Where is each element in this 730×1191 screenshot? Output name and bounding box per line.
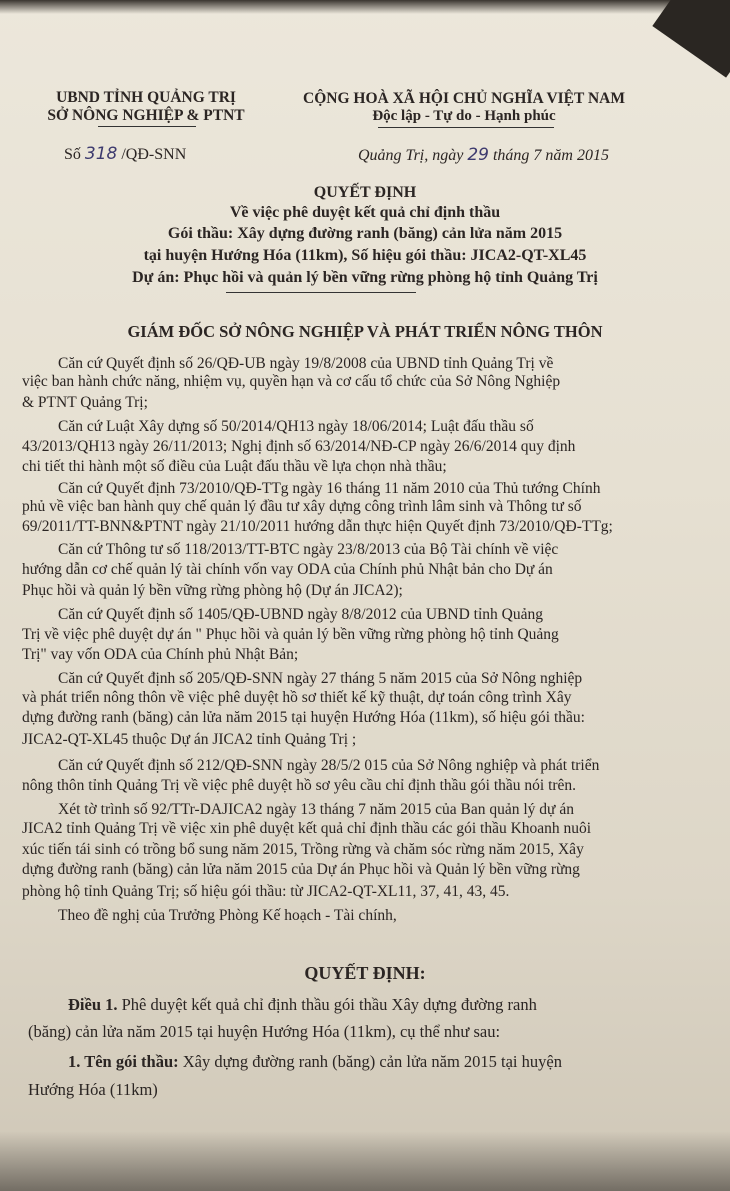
body-line: và phát triển nông thôn về việc phê duyệt hồ sơ thiết kế kỹ thuật, dự toán công trình Xây — [22, 689, 572, 706]
doc-number — [64, 145, 186, 164]
doc-number-prefix: Số — [64, 146, 81, 163]
date-day-handwritten: 29 — [467, 145, 489, 165]
title-line-2: Gói thầu: Xây dựng đường ranh (băng) cản lửa năm 2015 — [167, 225, 563, 242]
body-line: Căn cứ Luật Xây dựng số 50/2014/QH13 ngày 18/06/2014; Luật đấu thầu số — [58, 418, 534, 435]
body-line: Căn cứ Quyết định số 205/QĐ-SNN ngày 27 tháng 5 năm 2015 của Sở Nông nghiệp — [58, 670, 583, 687]
item-1-label: 1. Tên gói thầu: — [68, 1052, 179, 1071]
body-line: chi tiết thi hành một số điều của Luật đấu thầu về lựa chọn nhà thầu; — [22, 458, 447, 475]
doc-number-suffix: /QĐ-SNN — [121, 146, 187, 163]
item-1-text: Xây dựng đường ranh (băng) cản lửa năm 2015 tại huyện — [182, 1052, 562, 1071]
body-line: dựng đường ranh (băng) cản lửa năm 2015 tại huyện Hướng Hóa (11km), số hiệu gói thầu: — [22, 709, 585, 726]
body-line: xúc tiến tái sinh có trồng bổ sung năm 2015, Trồng rừng và chăm sóc rừng năm 2015, Xây — [22, 841, 584, 858]
corner-shadow — [652, 0, 730, 78]
top-shadow — [0, 0, 730, 14]
body-line: JICA2 tỉnh Quảng Trị về việc xin phê duyệt kết quả chỉ định thầu các gói thầu Khoanh nuôi — [22, 820, 592, 837]
title-rule — [226, 292, 416, 293]
body-line: JICA2-QT-XL45 thuộc Dự án JICA2 tỉnh Quảng Trị ; — [22, 731, 357, 748]
title-line-3: tại huyện Hướng Hóa (11km), Số hiệu gói thầu: JICA2-QT-XL45 — [143, 247, 587, 264]
article-1-label: Điều 1. — [68, 995, 118, 1014]
body-line: 43/2013/QH13 ngày 26/11/2013; Nghị định số 63/2014/NĐ-CP ngày 26/6/2014 quy định — [22, 438, 576, 455]
body-line: phòng hộ tỉnh Quảng Trị; số hiệu gói thầu: từ JICA2-QT-XL11, 37, 41, 43, 45. — [22, 883, 510, 900]
date-prefix: Quảng Trị, ngày — [358, 147, 464, 164]
article-1-item-1 — [68, 1052, 562, 1071]
body-line: 69/2011/TT-BNN&PTNT ngày 21/10/2011 hướng dẫn thực hiện Quyết định 73/2010/QĐ-TTg; — [22, 518, 613, 535]
article-1-text: Phê duyệt kết quả chỉ định thầu gói thầu Xây dựng đường ranh — [121, 995, 537, 1014]
body-line: Trị về việc phê duyệt dự án " Phục hồi và quản lý bền vững rừng phòng hộ tỉnh Quảng — [22, 626, 559, 643]
body-line: Căn cứ Quyết định số 212/QĐ-SNN ngày 28/5/2 015 của Sở Nông nghiệp và phát triển — [58, 757, 600, 774]
authority-heading: GIÁM ĐỐC SỞ NÔNG NGHIỆP VÀ PHÁT TRIỂN NÔNG THÔN — [127, 322, 603, 341]
body-line: Phục hồi và quản lý bền vững rừng phòng hộ (Dự án JICA2); — [22, 582, 403, 599]
body-line: & PTNT Quảng Trị; — [22, 394, 148, 411]
body-line: việc ban hành chức năng, nhiệm vụ, quyền hạn và cơ cấu tổ chức của Sở Nông Nghiệp — [22, 373, 561, 390]
article-1-item-1-cont: Hướng Hóa (11km) — [28, 1080, 158, 1099]
doc-number-handwritten: 318 — [84, 144, 118, 164]
body-line: nông thôn tỉnh Quảng Trị về việc phê duyệt hồ sơ yêu cầu chỉ định thầu gói thầu nói trên. — [22, 777, 577, 794]
article-1-line-1 — [68, 995, 537, 1014]
date-suffix: tháng 7 năm 2015 — [492, 147, 609, 164]
body-line: Theo đề nghị của Trưởng Phòng Kế hoạch - Tài chính, — [58, 907, 397, 924]
department-name: SỞ NÔNG NGHIỆP & PTNT — [47, 107, 245, 124]
body-line: Căn cứ Thông tư số 118/2013/TT-BTC ngày 23/8/2013 của Bộ Tài chính về việc — [58, 541, 559, 558]
motto: Độc lập - Tự do - Hạnh phúc — [372, 108, 556, 124]
decision-heading: QUYẾT ĐỊNH: — [304, 963, 426, 983]
body-line: Xét tờ trình số 92/TTr-DAJICA2 ngày 13 tháng 7 năm 2015 của Ban quản lý dự án — [58, 801, 574, 818]
article-1-line-2: (băng) cản lửa năm 2015 tại huyện Hướng Hóa (11km), cụ thể như sau: — [28, 1022, 501, 1041]
body-line: hướng dẫn cơ chế quản lý tài chính vốn vay ODA của Chính phủ Nhật bản cho Dự án — [22, 561, 553, 578]
body-line: Căn cứ Quyết định số 1405/QĐ-UBND ngày 8/8/2012 của UBND tỉnh Quảng — [58, 606, 543, 623]
body-line: Trị" vay vốn ODA của Chính phủ Nhật Bản; — [22, 646, 299, 663]
country-name: CỘNG HOÀ XÃ HỘI CHỦ NGHĨA VIỆT NAM — [303, 90, 625, 107]
motto-rule — [378, 127, 554, 128]
body-line: Căn cứ Quyết định số 26/QĐ-UB ngày 19/8/2008 của UBND tỉnh Quảng Trị về — [58, 355, 554, 372]
bottom-shadow — [0, 1131, 730, 1191]
body-line: dựng đường ranh (băng) cản lửa năm 2015 của Dự án Phục hồi và Quản lý bền vững rừng — [22, 861, 580, 878]
header-left-rule — [98, 126, 196, 127]
body-line: Căn cứ Quyết định 73/2010/QĐ-TTg ngày 16 tháng 11 năm 2010 của Thủ tướng Chính — [58, 480, 601, 497]
body-line: phủ về việc ban hành quy chế quản lý đầu tư xây dựng công trình lâm sinh và Thông tư số — [22, 498, 582, 515]
title-line-4: Dự án: Phục hồi và quản lý bền vững rừng phòng hộ tỉnh Quảng Trị — [132, 269, 598, 286]
decision-title: QUYẾT ĐỊNH — [313, 184, 417, 201]
doc-date — [358, 146, 609, 165]
agency-name: UBND TỈNH QUẢNG TRỊ — [56, 89, 236, 106]
title-line-1: Về việc phê duyệt kết quả chỉ định thầu — [229, 204, 501, 221]
